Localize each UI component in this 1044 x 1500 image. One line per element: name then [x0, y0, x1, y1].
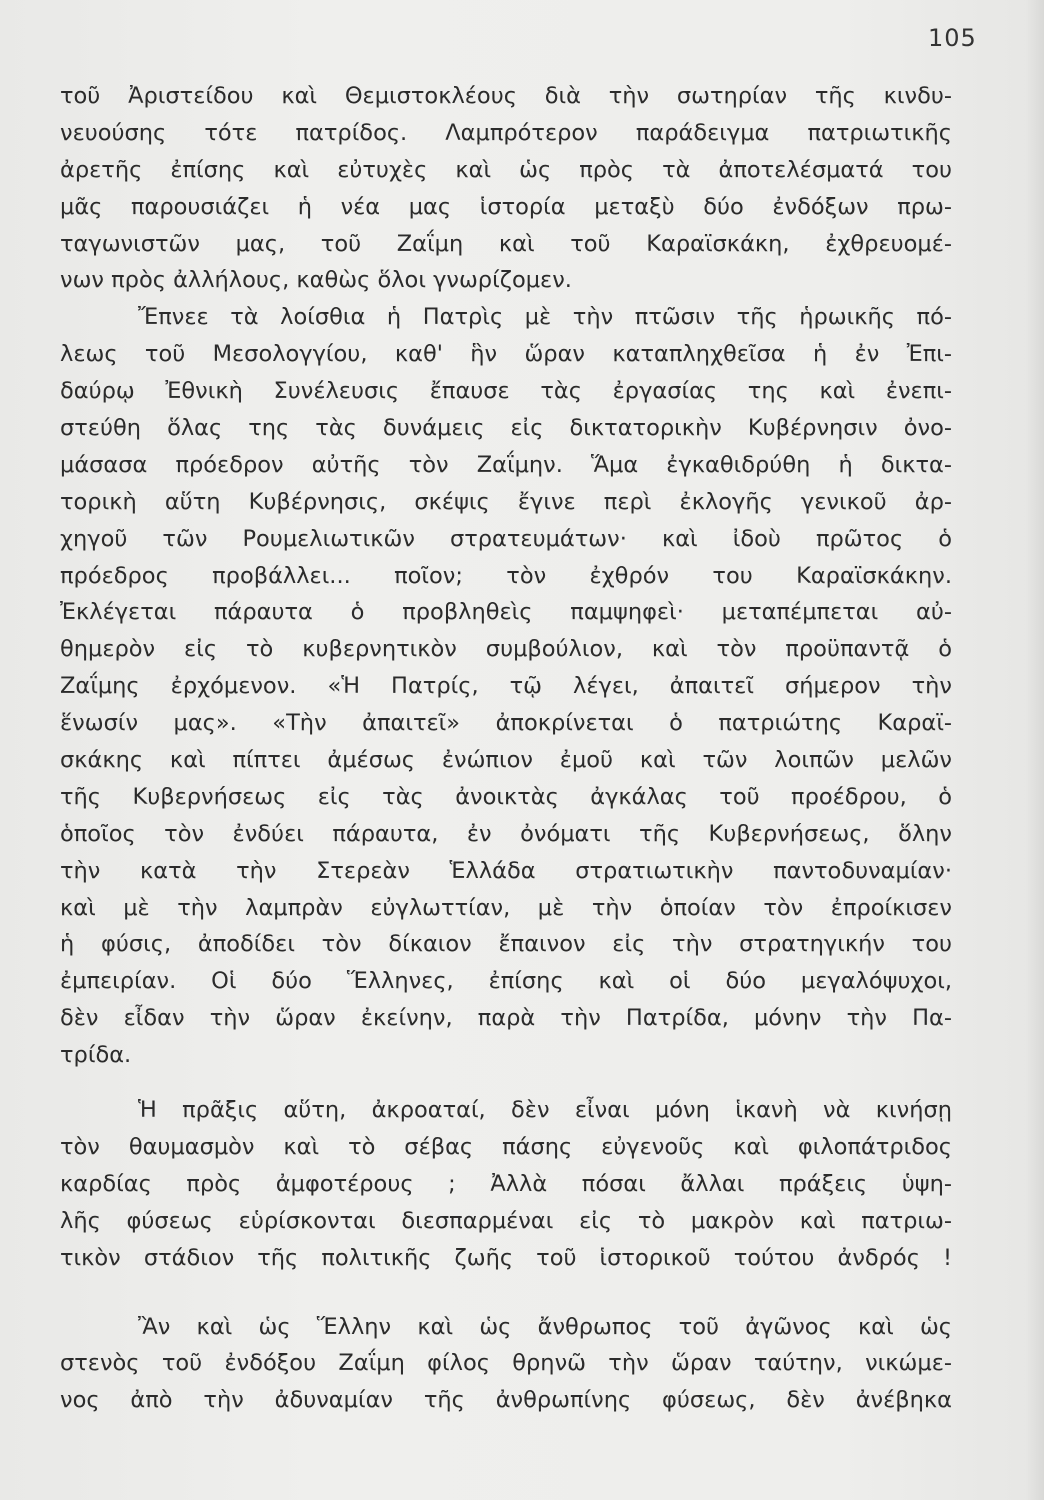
paragraph-1	[60, 78, 952, 299]
text-line: Ἐκλέγεται πάραυτα ὁ προβληθεὶς παμψηφεὶ· μεταπέμπεται αὐ-	[60, 599, 952, 626]
text-line: σκάκης καὶ πίπτει ἀμέσως ἐνώπιον ἐμοῦ καὶ τῶν λοιπῶν μελῶν	[60, 747, 952, 774]
paragraph-4	[60, 1309, 952, 1420]
text-line: νων πρὸς ἀλλήλους, καθὼς ὅλοι γνωρίζομεν.	[60, 267, 572, 294]
text-line: Ἡ πρᾶξις αὕτη, ἀκροαταί, δὲν εἶναι μόνη ἱκανὴ νὰ κινήσῃ	[138, 1097, 952, 1124]
text-line: Ἔπνεε τὰ λοίσθια ἡ Πατρὶς μὲ τὴν πτῶσιν τῆς ἡρωικῆς πό-	[138, 304, 952, 331]
text-line: νευούσης τότε πατρίδος. Λαμπρότερον παράδειγμα πατριωτικῆς	[60, 119, 952, 146]
text-line: τορικὴ αὕτη Κυβέρνησις, σκέψις ἔγινε περὶ ἐκλογῆς γενικοῦ ἀρ-	[60, 488, 952, 515]
text-line: μάσασα πρόεδρον αὐτῆς τὸν Ζαΐμην. Ἅμα ἐγκαθιδρύθη ἡ δικτα-	[60, 451, 952, 478]
text-line: λῆς φύσεως εὑρίσκονται διεσπαρμέναι εἰς τὸ μακρὸν καὶ πατριω-	[60, 1207, 952, 1234]
text-line: δαύρῳ Ἐθνικὴ Συνέλευσις ἔπαυσε τὰς ἐργασίας της καὶ ἐνεπι-	[60, 378, 952, 405]
text-line: ὁποῖος τὸν ἐνδύει πάραυτα, ἐν ὀνόματι τῆς Κυβερνήσεως, ὅλην	[60, 820, 952, 847]
text-line: ἀρετῆς ἐπίσης καὶ εὐτυχὲς καὶ ὡς πρὸς τὰ ἀποτελέσματά του	[60, 156, 952, 183]
text-line: θημερὸν εἰς τὸ κυβερνητικὸν συμβούλιον, καὶ τὸν προϋπαντᾷ ὁ	[60, 636, 952, 663]
text-line: στεύθη ὅλας της τὰς δυνάμεις εἰς δικτατορικὴν Κυβέρνησιν ὀνο-	[60, 415, 952, 442]
paragraph-2	[60, 299, 952, 1074]
text-line: μᾶς παρουσιάζει ἡ νέα μας ἱστορία μεταξὺ δύο ἐνδόξων πρω-	[60, 193, 952, 220]
text-line: δὲν εἶδαν τὴν ὥραν ἐκείνην, παρὰ τὴν Πατρίδα, μόνην τὴν Πα-	[60, 1005, 952, 1032]
text-line: καρδίας πρὸς ἀμφοτέρους ; Ἀλλὰ πόσαι ἄλλαι πράξεις ὑψη-	[60, 1170, 952, 1197]
text-line: χηγοῦ τῶν Ρουμελιωτικῶν στρατευμάτων· καὶ ἰδοὺ πρῶτος ὁ	[60, 525, 952, 552]
text-line: τρίδα.	[60, 1042, 132, 1069]
text-line: καὶ μὲ τὴν λαμπρὰν εὐγλωττίαν, μὲ τὴν ὁποίαν τὸν ἐπροίκισεν	[60, 894, 952, 921]
text-line: τὴν κατὰ τὴν Στερεὰν Ἑλλάδα στρατιωτικὴν παντοδυναμίαν·	[60, 857, 952, 884]
text-line: τικὸν στάδιον τῆς πολιτικῆς ζωῆς τοῦ ἱστορικοῦ τούτου ἀνδρός !	[60, 1244, 952, 1271]
text-line: Ἂν καὶ ὡς Ἕλλην καὶ ὡς ἄνθρωπος τοῦ ἀγῶνος καὶ ὡς	[138, 1313, 952, 1340]
text-line: ἐμπειρίαν. Οἱ δύο Ἕλληνες, ἐπίσης καὶ οἱ δύο μεγαλόψυχοι,	[60, 968, 952, 995]
page-number: 105	[928, 24, 977, 52]
text-line: στενὸς τοῦ ἐνδόξου Ζαΐμη φίλος θρηνῶ τὴν ὥραν ταύτην, νικώμε-	[60, 1350, 952, 1377]
text-line: τὸν θαυμασμὸν καὶ τὸ σέβας πάσης εὐγενοῦς καὶ φιλοπάτριδος	[60, 1133, 952, 1160]
text-line: πρόεδρος προβάλλει... ποῖον; τὸν ἐχθρόν του Καραϊσκάκην.	[60, 562, 952, 589]
body-text	[60, 78, 952, 1419]
text-line: Ζαΐμης ἐρχόμενον. «Ἡ Πατρίς, τῷ λέγει, ἀπαιτεῖ σήμερον τὴν	[60, 673, 952, 700]
paragraph-3	[60, 1092, 952, 1276]
text-line: τῆς Κυβερνήσεως εἰς τὰς ἀνοικτὰς ἀγκάλας τοῦ προέδρου, ὁ	[60, 783, 952, 810]
text-line: νος ἀπὸ τὴν ἀδυναμίαν τῆς ἀνθρωπίνης φύσεως, δὲν ἀνέβηκα	[60, 1387, 952, 1414]
page-edge-shadow	[1026, 0, 1044, 1500]
text-line: λεως τοῦ Μεσολογγίου, καθ' ἣν ὥραν καταπληχθεῖσα ἡ ἐν Ἐπι-	[60, 341, 952, 368]
text-line: ἕνωσίν μας». «Τὴν ἀπαιτεῖ» ἀποκρίνεται ὁ πατριώτης Καραϊ-	[60, 710, 952, 737]
text-line: τοῦ Ἀριστείδου καὶ Θεμιστοκλέους διὰ τὴν σωτηρίαν τῆς κινδυ-	[60, 83, 952, 109]
text-line: ἡ φύσις, ἀποδίδει τὸν δίκαιον ἔπαινον εἰς τὴν στρατηγικήν του	[60, 931, 952, 958]
text-line: ταγωνιστῶν μας, τοῦ Ζαΐμη καὶ τοῦ Καραϊσκάκη, ἐχθρευομέ-	[60, 230, 952, 257]
